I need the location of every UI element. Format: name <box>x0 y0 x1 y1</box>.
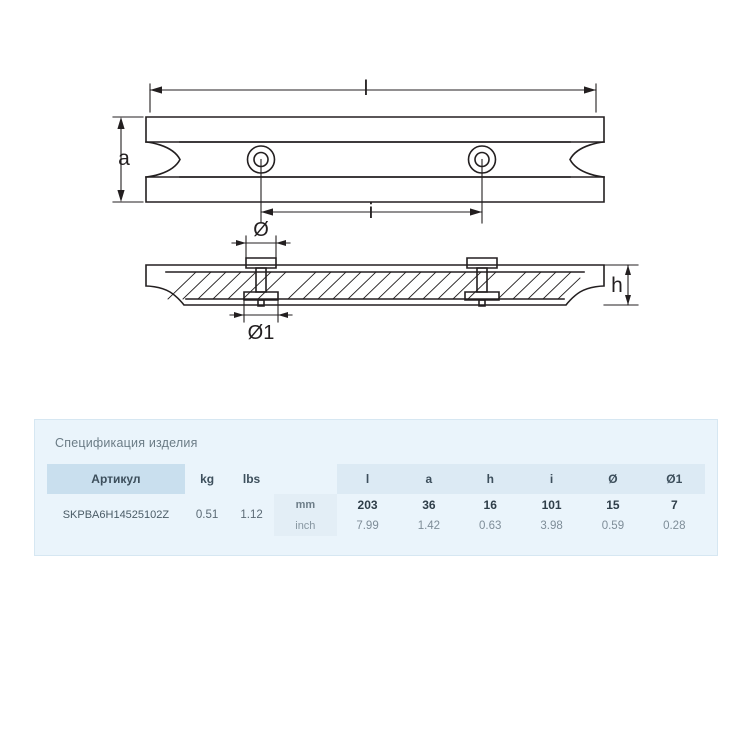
cell-mm-diameter1: 7 <box>670 497 678 512</box>
cell-inch-diameter: 0.59 <box>601 519 625 532</box>
header-unit <box>274 464 337 494</box>
cell-inch-l: 7.99 <box>356 519 379 532</box>
header-diameter: Ø <box>582 464 643 494</box>
cell-mm-diameter: 15 <box>606 497 620 512</box>
header-i: i <box>521 464 582 494</box>
header-article: Артикул <box>47 464 185 494</box>
cell-inch-a: 1.42 <box>417 519 441 532</box>
table-header-row <box>47 464 705 494</box>
specification-panel <box>34 419 718 556</box>
label-height-a: a <box>118 147 130 170</box>
header-a: a <box>398 464 459 494</box>
header-kg: kg <box>200 472 215 486</box>
cell-inch-i: 3.98 <box>540 519 563 532</box>
header-h: h <box>460 464 521 494</box>
header-lbs: lbs <box>242 472 261 486</box>
cell-unit-mm: mm <box>274 494 337 515</box>
spec-title: Спецификация изделия <box>55 436 198 450</box>
label-thickness-h: h <box>611 274 623 297</box>
cell-mm-a: 36 <box>422 497 436 512</box>
table-row <box>47 494 705 515</box>
cell-inch-h: 0.63 <box>479 519 502 532</box>
cell-mm-h: 16 <box>483 497 497 512</box>
header-diameter1: Ø1 <box>644 464 705 494</box>
cell-mm-i: 101 <box>541 497 562 512</box>
cell-unit-inch: inch <box>274 515 337 536</box>
label-inner-i: i <box>368 200 374 223</box>
header-l: l <box>337 464 398 494</box>
label-length: l <box>363 77 369 100</box>
label-diameter: Ø <box>253 219 269 241</box>
cell-inch-diameter1: 0.28 <box>663 519 686 532</box>
cell-kg: 0.51 <box>195 509 219 521</box>
label-diameter1: Ø1 <box>247 322 275 344</box>
cell-lbs: 1.12 <box>240 509 263 521</box>
cell-article: SKPBA6H14525102Z <box>62 509 170 521</box>
specification-table <box>47 464 705 536</box>
cell-mm-l: 203 <box>357 497 378 512</box>
